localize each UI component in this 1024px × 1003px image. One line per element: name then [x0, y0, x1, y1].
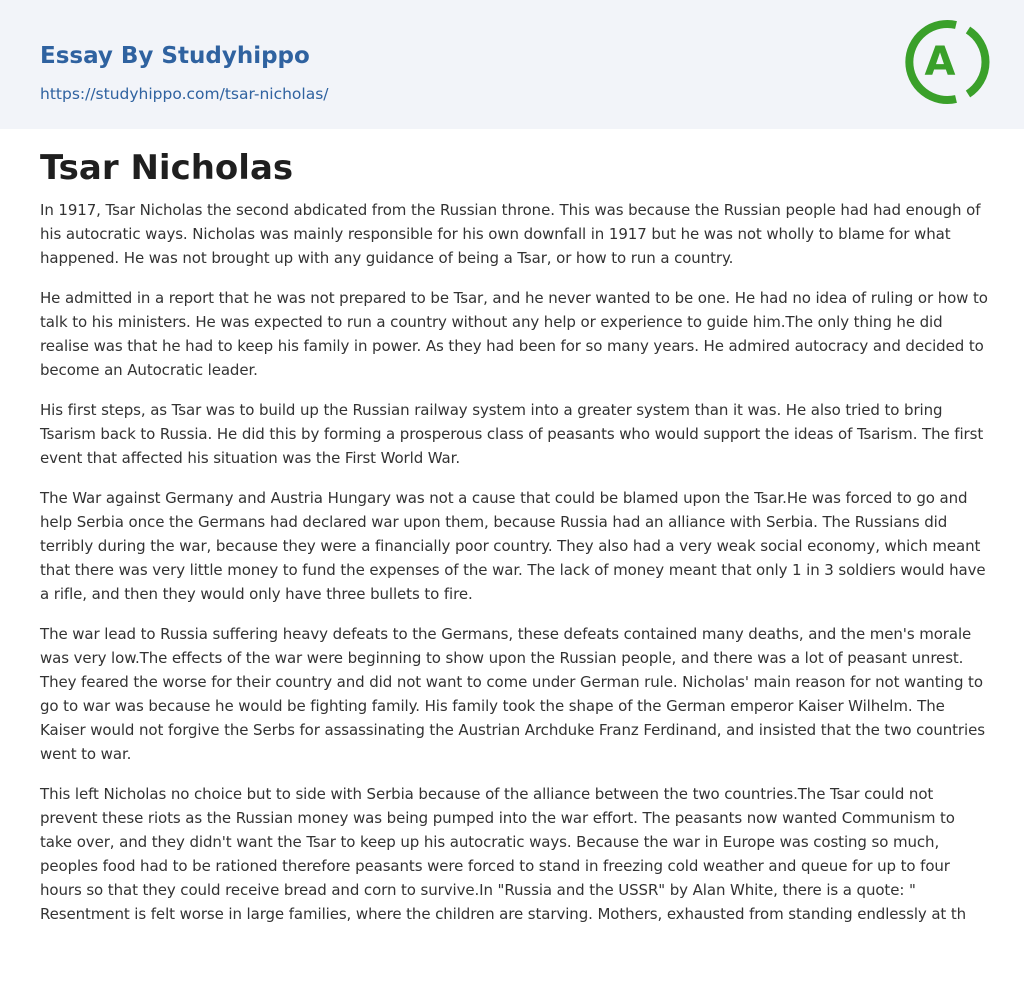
- paragraph: The war lead to Russia suffering heavy defeats to the Germans, these defeats contained many deaths, and the men's morale was very low.The effects of the war were beginning to show upon the Russian people, and there was a lot of peasant unrest. They feared the worse for their country and did not want to come under German rule. Nicholas' main reason for not wanting to go to war was because he would be fighting family. His family took the shape of the German emperor Kaiser Wilhelm. The Kaiser would not forgive the Serbs for assassinating the Austrian Archduke Franz Ferdinand, and insisted that the two countries went to war.: [40, 625, 985, 763]
- page-title: Tsar Nicholas: [40, 148, 294, 188]
- article-body: [40, 144, 990, 942]
- studyhippo-logo-icon[interactable]: [904, 16, 992, 108]
- logo-letter: A: [924, 39, 956, 85]
- paragraph: This left Nicholas no choice but to side with Serbia because of the alliance between the two countries.The Tsar could not prevent these riots as the Russian money was being pumped into the war effort. The peasants now wanted Communism to take over, and they didn't want the Tsar to keep up his autocratic ways. Because the war in Europe was costing so much, peoples food had to be rationed therefore peasants were forced to stand in freezing cold weather and queue for up to four hours so that they could receive bread and corn to survive.In "Russia and the USSR" by Alan White, there is a quote: " Resentment is felt worse in large families, where the children are starving. Mothers, exhausted from standing endlessly at th: [40, 785, 967, 923]
- paragraph: His first steps, as Tsar was to build up the Russian railway system into a greater system than it was. He also tried to bring Tsarism back to Russia. He did this by forming a prosperous class of peasants who would support the ideas of Tsarism. The first event that affected his situation was the First World War.: [40, 401, 984, 467]
- site-title[interactable]: Essay By Studyhippo: [40, 43, 310, 69]
- paragraph: He admitted in a report that he was not prepared to be Tsar, and he never wanted to be one. He had no idea of ruling or how to talk to his ministers. He was expected to run a country without any help or experience to guide him.The only thing he did realise was that he had to keep his family in power. As they had been for so many years. He admired autocracy and decided to become an Autocratic leader.: [40, 289, 988, 379]
- paragraph: The War against Germany and Austria Hungary was not a cause that could be blamed upon the Tsar.He was forced to go and help Serbia once the Germans had declared war upon them, because Russia had an alliance with Serbia. The Russians did terribly during the war, because they were a financially poor country. They also had a very weak social economy, which meant that there was very little money to fund the expenses of the war. The lack of money meant that only 1 in 3 soldiers would have a rifle, and then they would only have three bullets to fire.: [40, 489, 986, 603]
- site-header: [0, 0, 1024, 129]
- article-url-link[interactable]: https://studyhippo.com/tsar-nicholas/: [40, 85, 329, 103]
- paragraph: In 1917, Tsar Nicholas the second abdicated from the Russian throne. This was because the Russian people had had enough of his autocratic ways. Nicholas was mainly responsible for his own downfall in 1917 but he was not wholly to blame for what happened. He was not brought up with any guidance of being a Tsar, or how to run a country.: [40, 201, 981, 267]
